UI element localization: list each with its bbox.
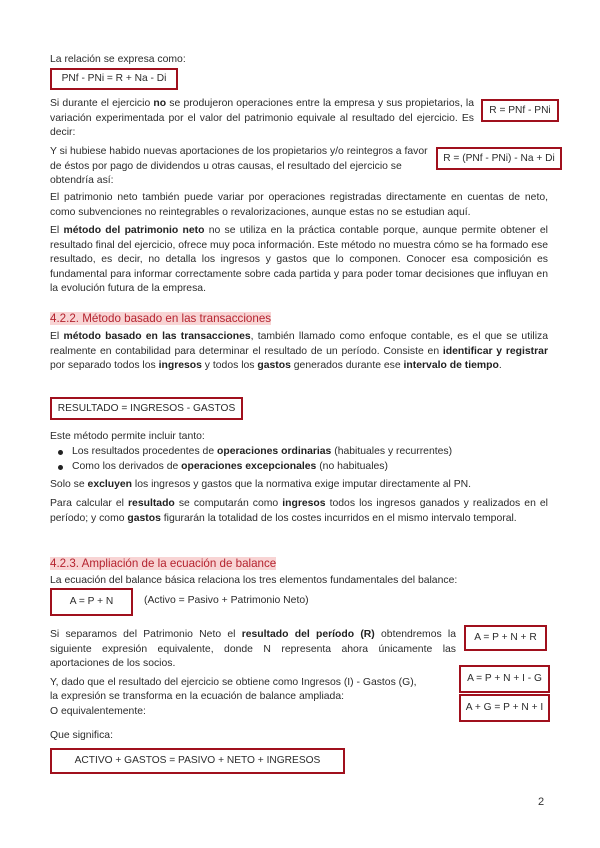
paragraph-equity-method: El método del patrimonio neto no se utiliza en la práctica contable porque, aunque permite obtener el resultado final del ejercicio, ofrece muy poca información. Este método no muestra cómo se ha formado ese resultado, es decir, no detalla los ingresos y gastos que lo componen. Conocer esa composición es fundamental para informar correctamente sobre cada partida y para poder tomar decisiones que influyan en la evolución futura de la empresa.: [50, 225, 548, 295]
bullet-icon: [58, 465, 63, 470]
paragraph-no-operations: Si durante el ejercicio no se produjeron operaciones entre la empresa y sus propietarios, la variación experimentada por el valor del patrimonio equivale al resultado del ejercicio. Es decir:: [50, 98, 474, 139]
formula-box-balance-with-result: A = P + N + R: [464, 625, 547, 651]
paragraph-separate-result: Si separamos del Patrimonio Neto el resultado del período (R) obtendremos la siguiente expresión equivalente, donde N representa ahora únicamente las aportaciones de los socios.: [50, 629, 457, 670]
bullet-icon: [58, 450, 63, 455]
formula-box-extended-balance-equivalent: A + G = P + N + I: [459, 694, 550, 722]
formula-box-extended-balance: A = P + N + I - G: [459, 665, 550, 693]
formula-box-full-equation: ACTIVO + GASTOS = PASIVO + NETO + INGRESOS: [50, 748, 345, 774]
formula-box-result-adjusted: R = (PNf - PNi) - Na + Di: [436, 147, 562, 170]
relation-intro: La relación se expresa como:: [50, 54, 186, 65]
paragraph-equity-variation: El patrimonio neto también puede variar por operaciones registradas directamente en cuentas de neto, como subvenciones no reintegrables o revalorizaciones, aunque estas no se estudian aquí.: [50, 192, 548, 218]
exclusion-text: Solo se excluyen los ingresos y gastos que la normativa exige imputar directamente al PN.: [50, 479, 472, 490]
basic-balance-note: (Activo = Pasivo + Patrimonio Neto): [144, 595, 309, 606]
result-definition-text: Y, dado que el resultado del ejercicio se obtiene como Ingresos (I) - Gastos (G),: [50, 677, 417, 688]
formula-box-basic-balance: A = P + N: [50, 588, 133, 616]
paragraph-transactions-method: El método basado en las transacciones, también llamado como enfoque contable, es el que se utiliza realmente en contabilidad para determinar el resultado de un período. Consiste en identificar y registrar por separado todos los ingresos y todos los gastos generados durante ese intervalo de tiempo.: [50, 331, 548, 372]
formula-box-variation: PNf - PNi = R + Na - Di: [50, 68, 178, 90]
section-heading-4-2-3: 4.2.3. Ampliación de la ecuación de balance: [50, 557, 277, 570]
method-allows-text: Este método permite incluir tanto:: [50, 431, 205, 442]
paragraph-calculate-result: Para calcular el resultado se computarán como ingresos todos los ingresos ganados y realizados en el período; y como gastos figurarán la totalidad de los costes incurridos en el mismo intervalo temporal.: [50, 498, 548, 524]
list-item: Como los derivados de operaciones excepcionales (no habituales): [50, 460, 452, 475]
section-heading-4-2-2: 4.2.2. Método basado en las transacciones: [50, 312, 272, 325]
balance-equation-intro: La ecuación del balance básica relaciona los tres elementos fundamentales del balance:: [50, 575, 458, 586]
operations-list: [50, 445, 452, 474]
page-number: 2: [538, 796, 545, 808]
formula-box-result: R = PNf - PNi: [481, 99, 559, 122]
extended-balance-text: la expresión se transforma en la ecuación de balance ampliada:: [50, 691, 345, 702]
meaning-text: Que significa:: [50, 730, 113, 741]
formula-box-result-income-expenses: RESULTADO = INGRESOS - GASTOS: [50, 397, 243, 420]
equivalently-text: O equivalentemente:: [50, 706, 146, 717]
list-item: Los resultados procedentes de operaciones ordinarias (habituales y recurrentes): [50, 445, 452, 460]
paragraph-new-contributions: Y si hubiese habido nuevas aportaciones de los propietarios y/o reintegros a favor de éstos por pago de dividendos u otras causas, el resultado del ejercicio se obtendría así:: [50, 146, 428, 187]
